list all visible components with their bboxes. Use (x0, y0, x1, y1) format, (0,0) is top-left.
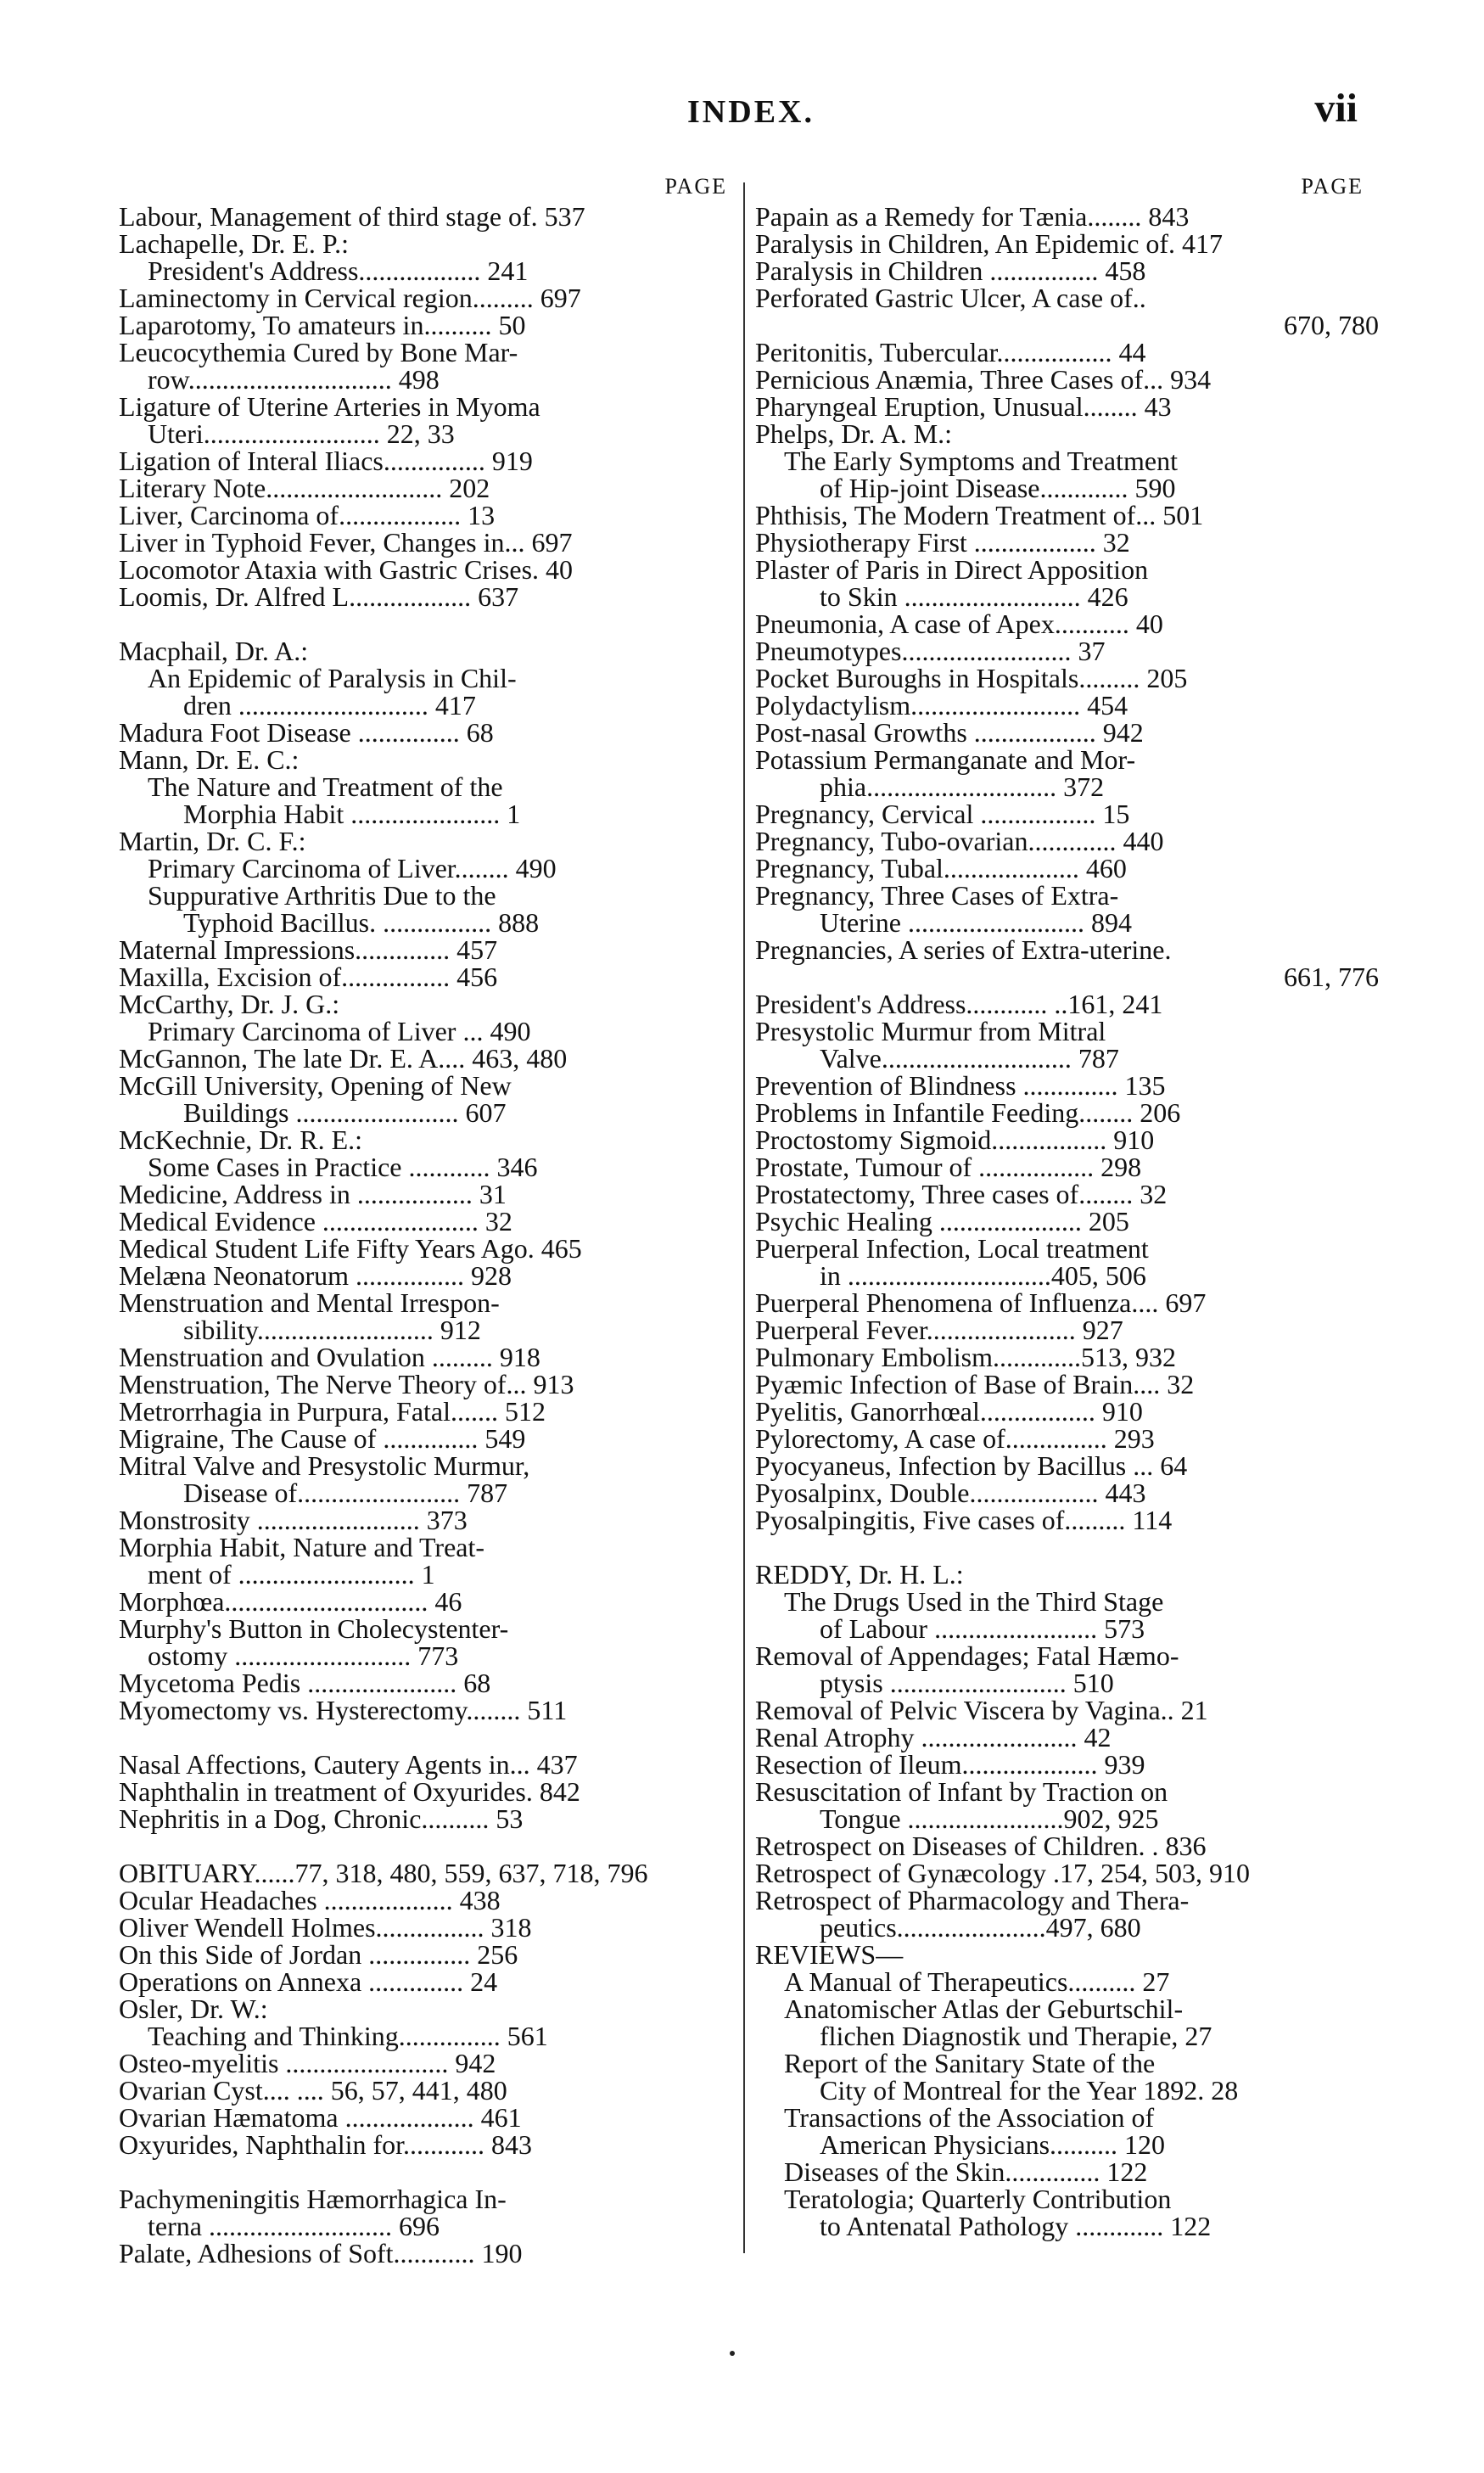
index-entry: Proctostomy Sigmoid................. 910 (755, 1124, 1155, 1155)
index-entry: OBITUARY......77, 318, 480, 559, 637, 718, 796 (119, 1858, 648, 1888)
index-entry: Pneumotypes......................... 37 (755, 636, 1106, 666)
index-entry: Pyæmic Infection of Base of Brain.... 32 (755, 1369, 1195, 1399)
index-entry: Laminectomy in Cervical region......... 697 (119, 283, 581, 313)
index-entry: Ligation of Interal Iliacs............... 919 (119, 446, 533, 476)
index-entry: Literary Note.......................... 202 (119, 473, 490, 503)
index-entry: Menstruation, The Nerve Theory of... 913 (119, 1369, 574, 1399)
index-entry: Prostate, Tumour of ................. 298 (755, 1152, 1142, 1182)
index-entry: Puerperal Fever...................... 927 (755, 1315, 1123, 1345)
index-entry: Menstruation and Ovulation ......... 918 (119, 1342, 540, 1372)
index-entry: Mycetoma Pedis ...................... 68 (119, 1668, 491, 1698)
index-entry: Pernicious Anæmia, Three Cases of... 934 (755, 364, 1212, 395)
index-entry: President's Address.................. 241 (148, 255, 529, 286)
index-entry: Laparotomy, To amateurs in.......... 50 (119, 310, 526, 340)
index-entry: Pregnancies, A series of Extra-uterine. (755, 934, 1172, 965)
index-entry: McGill University, Opening of New (119, 1070, 512, 1101)
index-entry: Macphail, Dr. A.: (119, 636, 309, 666)
page-column-label: PAGE (1301, 174, 1364, 199)
index-entry: Potassium Permanganate and Mor- (755, 744, 1136, 775)
index-entry: Tongue .......................902, 925 (820, 1803, 1159, 1834)
index-entry: Loomis, Dr. Alfred L.................. 637 (119, 581, 519, 612)
index-entry: Teratologia; Quarterly Contribution (784, 2184, 1172, 2214)
index-entry: McKechnie, Dr. R. E.: (119, 1124, 363, 1155)
index-entry: Pocket Buroughs in Hospitals......... 205 (755, 663, 1188, 693)
index-entry: Removal of Pelvic Viscera by Vagina.. 21 (755, 1695, 1208, 1725)
index-entry: Locomotor Ataxia with Gastric Crises. 40 (119, 554, 574, 585)
index-entry: Naphthalin in treatment of Oxyurides. 842 (119, 1776, 580, 1807)
index-entry: Disease of........................ 787 (183, 1478, 508, 1508)
index-entry: Typhoid Bacillus. ................ 888 (183, 907, 540, 938)
index-entry: Papain as a Remedy for Tænia........ 843 (755, 201, 1190, 232)
index-entry: of Hip-joint Disease............. 590 (820, 473, 1176, 503)
index-entry: in ..............................405, 506 (820, 1260, 1146, 1291)
index-entry: Palate, Adhesions of Soft............ 190 (119, 2238, 523, 2268)
index-entry: Post-nasal Growths .................. 942 (755, 717, 1144, 748)
index-entry: Lachapelle, Dr. E. P.: (119, 228, 350, 259)
index-entry: Retrospect on Diseases of Children. . 836 (755, 1831, 1207, 1861)
index-entry: Teaching and Thinking............... 561 (148, 2021, 548, 2051)
index-entry: Myomectomy vs. Hysterectomy........ 511 (119, 1695, 568, 1725)
index-entry: Medicine, Address in ................. 31 (119, 1179, 507, 1209)
index-entry: Madura Foot Disease ............... 68 (119, 717, 494, 748)
index-entry: Resection of Ileum.................... 939 (755, 1749, 1145, 1780)
index-column-right (755, 174, 1379, 2240)
index-entry: REVIEWS— (755, 1939, 904, 1970)
index-entry: Valve............................ 787 (820, 1043, 1119, 1074)
index-entry: The Drugs Used in the Third Stage (784, 1586, 1164, 1617)
index-entry: Uteri.......................... 22, 33 (148, 418, 455, 449)
index-entry: Puerperal Phenomena of Influenza.... 697 (755, 1287, 1207, 1318)
index-entry: President's Address............ ..161, 241 (755, 989, 1163, 1019)
index-entry: Prevention of Blindness .............. 135 (755, 1070, 1166, 1101)
index-entry: Pyelitis, Ganorrhœal................. 910 (755, 1396, 1143, 1427)
index-entry: Pyosalpinx, Double................... 443 (755, 1478, 1146, 1508)
index-entry: Diseases of the Skin.............. 122 (784, 2156, 1148, 2187)
index-entry: McCarthy, Dr. J. G.: (119, 989, 340, 1019)
index-column-left (119, 174, 742, 2267)
index-entry: Phthisis, The Modern Treatment of... 501 (755, 500, 1204, 530)
index-entry: Oliver Wendell Holmes................ 318 (119, 1912, 532, 1943)
index-entry: Liver in Typhoid Fever, Changes in... 697 (119, 527, 573, 558)
index-entry: peutics......................497, 680 (820, 1912, 1141, 1943)
index-entry: Maternal Impressions.............. 457 (119, 934, 498, 965)
index-entry: Polydactylism......................... 454 (755, 690, 1128, 721)
index-entry: Migraine, The Cause of .............. 549 (119, 1423, 526, 1454)
index-entry: American Physicians.......... 120 (820, 2129, 1166, 2160)
index-entry: Problems in Infantile Feeding........ 206 (755, 1097, 1181, 1128)
index-entry: Presystolic Murmur from Mitral (755, 1016, 1106, 1046)
index-entry: sibility.......................... 912 (183, 1315, 481, 1345)
index-entry: terna ........................... 696 (148, 2211, 440, 2241)
index-entry: Primary Carcinoma of Liver........ 490 (148, 853, 557, 883)
index-entry: Retrospect of Gynæcology .17, 254, 503, 910 (755, 1858, 1251, 1888)
index-entry: An Epidemic of Paralysis in Chil- (148, 663, 517, 693)
page-column-label: PAGE (664, 174, 727, 199)
index-entry: Menstruation and Mental Irrespon- (119, 1287, 500, 1318)
index-entry: Plaster of Paris in Direct Apposition (755, 554, 1149, 585)
index-entry: Primary Carcinoma of Liver ... 490 (148, 1016, 531, 1046)
index-entry: Report of the Sanitary State of the (784, 2048, 1156, 2078)
index-entry: Ovarian Hæmatoma ................... 461 (119, 2102, 522, 2133)
index-entry: Leucocythemia Cured by Bone Mar- (119, 337, 518, 367)
index-entry: Operations on Annexa .............. 24 (119, 1966, 498, 1997)
index-entry: Murphy's Button in Cholecystenter- (119, 1613, 509, 1644)
index-entry: The Nature and Treatment of the (148, 771, 503, 802)
page-header (119, 85, 1383, 153)
index-entry: Psychic Healing ..................... 205 (755, 1206, 1129, 1236)
index-entry: to Skin .......................... 426 (820, 581, 1128, 612)
index-entry: Pylorectomy, A case of............... 293 (755, 1423, 1155, 1454)
index-entry: ment of .......................... 1 (148, 1559, 435, 1590)
section-gap (119, 610, 742, 637)
index-entry: Uterine .......................... 894 (820, 907, 1132, 938)
section-gap (119, 1832, 742, 1859)
index-entry: Some Cases in Practice ............ 346 (148, 1152, 538, 1182)
section-gap (119, 2158, 742, 2185)
index-entry: Pregnancy, Tubal.................... 460 (755, 853, 1127, 883)
index-entry: Morphia Habit, Nature and Treat- (119, 1532, 485, 1562)
index-entry: Metrorrhagia in Purpura, Fatal....... 512 (119, 1396, 546, 1427)
index-entry: Medical Evidence ....................... 32 (119, 1206, 512, 1236)
index-entry: flichen Diagnostik und Therapie, 27 (820, 2021, 1212, 2051)
index-entry: Pregnancy, Tubo-ovarian............. 440 (755, 826, 1164, 856)
index-entry: A Manual of Therapeutics.......... 27 (784, 1966, 1170, 1997)
index-entry: Liver, Carcinoma of.................. 13 (119, 500, 496, 530)
index-entries-right (755, 203, 1379, 2240)
index-entry: phia............................ 372 (820, 771, 1105, 802)
index-entry: Puerperal Infection, Local treatment (755, 1233, 1149, 1264)
index-entry: Pyocyaneus, Infection by Bacillus ... 64 (755, 1450, 1188, 1481)
page-title: INDEX. (687, 94, 815, 130)
index-entry: The Early Symptoms and Treatment (784, 446, 1178, 476)
index-entry: Oxyurides, Naphthalin for............ 843 (119, 2129, 533, 2160)
index-entry: row.............................. 498 (148, 364, 440, 395)
index-entry: Resuscitation of Infant by Traction on (755, 1776, 1168, 1807)
index-entry: Martin, Dr. C. F.: (119, 826, 306, 856)
index-entry: Phelps, Dr. A. M.: (755, 418, 953, 449)
index-entry: ostomy .......................... 773 (148, 1640, 459, 1671)
index-entry: Retrospect of Pharmacology and Thera- (755, 1885, 1190, 1915)
index-entry: Perforated Gastric Ulcer, A case of.. (755, 283, 1146, 313)
column-divider (743, 182, 745, 2253)
index-entry: Prostatectomy, Three cases of........ 32 (755, 1179, 1168, 1209)
index-entry: Peritonitis, Tubercular................. 44 (755, 337, 1146, 367)
page-number: vii (1314, 86, 1358, 131)
footer-dot (730, 2351, 735, 2356)
index-entry: Pyosalpingitis, Five cases of......... 114 (755, 1505, 1173, 1535)
index-entry: Buildings ........................ 607 (183, 1097, 507, 1128)
index-entry: Paralysis in Children, An Epidemic of. 417 (755, 228, 1224, 259)
index-entry: Medical Student Life Fifty Years Ago. 465 (119, 1233, 582, 1264)
index-entry: Melæna Neonatorum ................ 928 (119, 1260, 512, 1291)
index-entry: Physiotherapy First .................. 32 (755, 527, 1130, 558)
index-entry: ptysis .......................... 510 (820, 1668, 1114, 1698)
index-entry: Pregnancy, Three Cases of Extra- (755, 880, 1119, 911)
section-gap (119, 1724, 742, 1751)
index-entry: Osler, Dr. W.: (119, 1994, 268, 2024)
index-entry: dren ............................ 417 (183, 690, 476, 721)
index-entry: Ovarian Cyst.... .... 56, 57, 441, 480 (119, 2075, 507, 2106)
index-entry: Morphœa.............................. 46 (119, 1586, 462, 1617)
index-entry: Anatomischer Atlas der Geburtschil- (784, 1994, 1184, 2024)
index-entry: Renal Atrophy ....................... 42 (755, 1722, 1112, 1752)
index-entry: Nephritis in a Dog, Chronic.......... 53 (119, 1803, 524, 1834)
index-entry: Morphia Habit ...................... 1 (183, 799, 521, 829)
index-entry: to Antenatal Pathology ............. 122 (820, 2211, 1212, 2241)
index-entry: Mann, Dr. E. C.: (119, 744, 300, 775)
index-entry: 661, 776 (1284, 962, 1379, 992)
index-entry: Labour, Management of third stage of. 537 (119, 201, 585, 232)
index-entry: Ligature of Uterine Arteries in Myoma (119, 391, 540, 422)
index-entry: Monstrosity ........................ 373 (119, 1505, 468, 1535)
index-entry: Paralysis in Children ................ 458 (755, 255, 1146, 286)
index-entry: Pharyngeal Eruption, Unusual........ 43 (755, 391, 1172, 422)
index-entry: Pneumonia, A case of Apex........... 40 (755, 608, 1163, 639)
index-entry: Transactions of the Association of (784, 2102, 1155, 2133)
index-entry: 670, 780 (1284, 310, 1379, 340)
index-entry: Pulmonary Embolism.............513, 932 (755, 1342, 1176, 1372)
index-entry: REDDY, Dr. H. L.: (755, 1559, 964, 1590)
index-entry: Osteo-myelitis ........................ 942 (119, 2048, 496, 2078)
index-entry: McGannon, The late Dr. E. A.... 463, 480 (119, 1043, 568, 1074)
index-entries-left (119, 203, 742, 2267)
index-entry: Maxilla, Excision of................ 456 (119, 962, 498, 992)
index-entry: On this Side of Jordan ............... 256 (119, 1939, 518, 1970)
index-entry: Mitral Valve and Presystolic Murmur, (119, 1450, 530, 1481)
index-entry: of Labour ........................ 573 (820, 1613, 1145, 1644)
index-entry: Ocular Headaches ................... 438 (119, 1885, 501, 1915)
index-entry: Suppurative Arthritis Due to the (148, 880, 496, 911)
index-entry: Nasal Affections, Cautery Agents in... 437 (119, 1749, 578, 1780)
index-entry: City of Montreal for the Year 1892. 28 (820, 2075, 1239, 2106)
section-gap (755, 1534, 1379, 1561)
index-entry: Removal of Appendages; Fatal Hæmo- (755, 1640, 1179, 1671)
index-entry: Pachymeningitis Hæmorrhagica In- (119, 2184, 507, 2214)
index-entry: Pregnancy, Cervical ................. 15 (755, 799, 1130, 829)
